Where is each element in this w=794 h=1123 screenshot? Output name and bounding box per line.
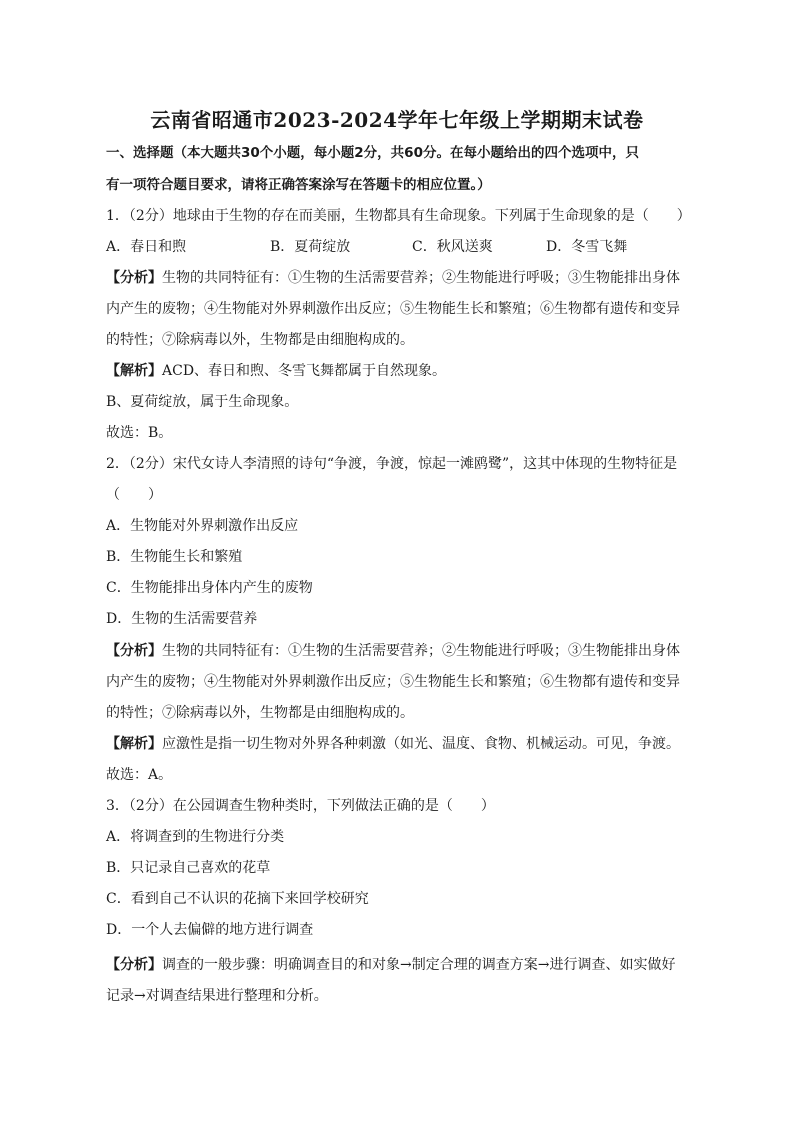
q3-option-c: C．看到自己不认识的花摘下来回学校研究 [106,891,369,907]
q1-analysis-line-1 [106,268,680,288]
q2-option-d: D．生物的生活需要营养 [106,611,258,627]
q1-solution-text-1: ACD、春日和煦、冬雪飞舞都属于自然现象。 [162,363,447,379]
q2-solution-text-1: 应激性是指一切生物对外界各种刺激（如光、温度、食物、机械运动。可见，争渡。 [162,736,680,752]
q3-analysis-tag: 【分析】 [106,957,162,973]
q3-analysis-text-1: 调查的一般步骤：明确调查目的和对象→制定合理的调查方案→进行调查、如实做好 [162,957,676,973]
q1-solution-tag: 【解析】 [106,363,162,379]
q2-analysis-line-2: 内产生的废物；④生物能对外界刺激作出反应；⑤生物能生长和繁殖；⑥生物都有遗传和变异 [106,674,680,690]
q1-stem: 1．（2分）地球由于生物的存在而美丽，生物都具有生命现象。下列属于生命现象的是（ ） [106,208,691,224]
q2-solution-line-1 [106,734,680,754]
q1-option-b: B．夏荷绽放 [270,239,351,255]
section-heading-line-2: 有一项符合题目要求，请将正确答案涂写在答题卡的相应位置。） [106,177,491,193]
page-title: 云南省昭通市2023-2024学年七年级上学期期末试卷 [150,108,644,132]
q3-option-d: D．一个人去偏僻的地方进行调查 [106,922,314,938]
q2-answer: 故选：A。 [106,767,173,783]
q2-option-c: C．生物能排出身体内产生的废物 [106,580,313,596]
q1-option-c: C．秋风送爽 [412,239,493,255]
q1-analysis-text-1: 生物的共同特征有：①生物的生活需要营养；②生物能进行呼吸；③生物能排出身体 [162,270,680,286]
q3-analysis-line-2: 记录→对调查结果进行整理和分析。 [106,988,328,1004]
q2-option-b: B．生物能生长和繁殖 [106,549,243,565]
q1-solution-line-2: B、夏荷绽放，属于生命现象。 [106,394,299,410]
q2-analysis-line-3: 的特性；⑦除病毒以外，生物都是由细胞构成的。 [106,705,414,721]
section-heading-line-1: 一、选择题（本大题共30个小题，每小题2分，共60分。在每小题给出的四个选项中，只 [106,145,639,161]
q2-stem-line-2: （ ） [106,487,162,503]
q3-stem: 3．（2分）在公园调查生物种类时，下列做法正确的是（ ） [106,798,495,814]
q1-solution-line-1 [106,361,446,381]
q2-solution-tag: 【解析】 [106,736,162,752]
q2-analysis-tag: 【分析】 [106,643,162,659]
q1-analysis-tag: 【分析】 [106,270,162,286]
q2-option-a: A．生物能对外界刺激作出反应 [106,518,299,534]
q3-option-a: A．将调查到的生物进行分类 [106,829,285,845]
q2-analysis-line-1 [106,641,680,661]
q3-analysis-line-1 [106,955,675,975]
q1-option-d: D．冬雪飞舞 [546,239,628,255]
q1-answer: 故选：B。 [106,425,173,441]
q2-stem-line-1: 2．（2分）宋代女诗人李清照的诗句“争渡，争渡，惊起一滩鸥鹭”，这其中体现的生物特征是 [106,456,678,472]
q2-analysis-text-1: 生物的共同特征有：①生物的生活需要营养；②生物能进行呼吸；③生物能排出身体 [162,643,680,659]
q1-option-a: A．春日和煦 [106,239,187,255]
q1-analysis-line-2: 内产生的废物；④生物能对外界刺激作出反应；⑤生物能生长和繁殖；⑥生物都有遗传和变异 [106,301,680,317]
q1-analysis-line-3: 的特性；⑦除病毒以外，生物都是由细胞构成的。 [106,332,414,348]
q3-option-b: B．只记录自己喜欢的花草 [106,860,271,876]
